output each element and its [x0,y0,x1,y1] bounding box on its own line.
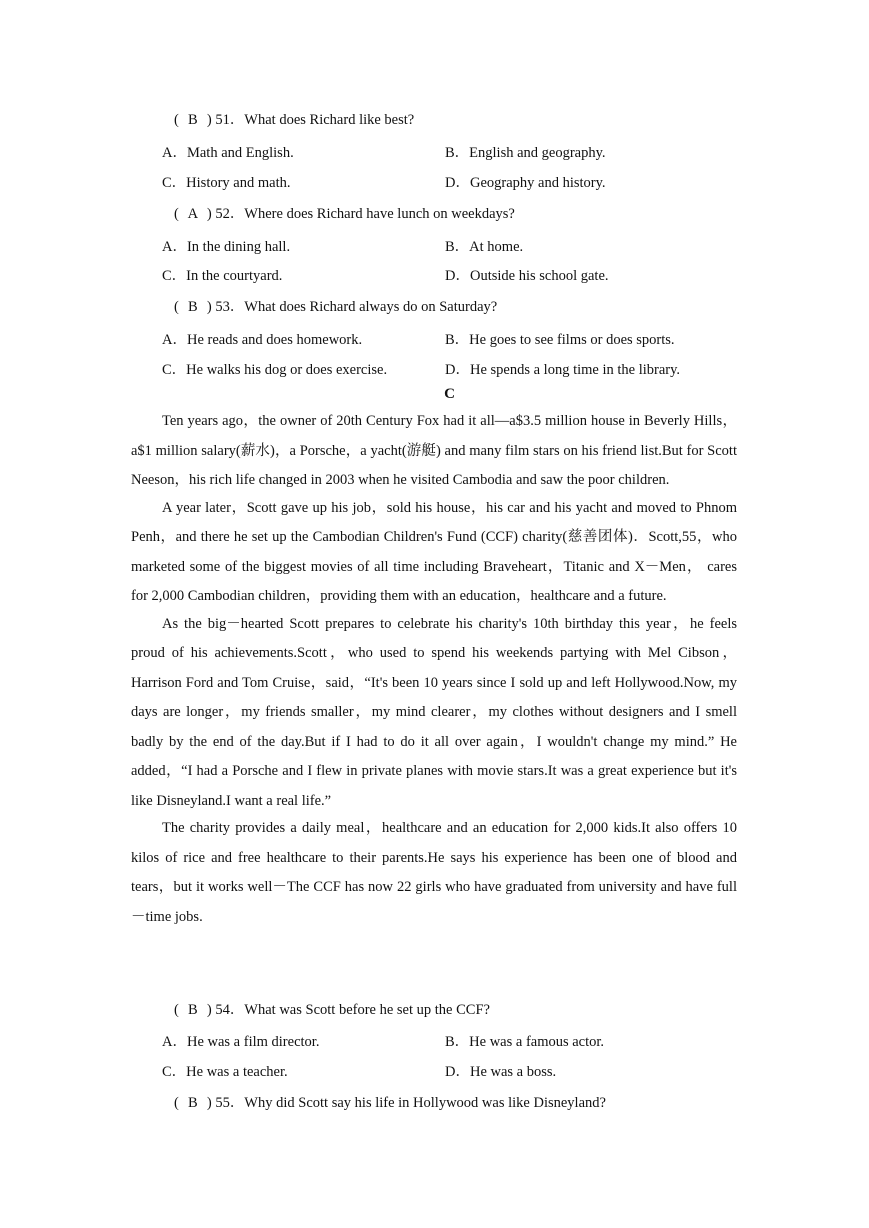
section-heading: C [444,386,455,402]
answer-letter: B [188,1002,198,1018]
option-c: C．He walks his dog or does exercise. [162,362,388,378]
option-b: B．At home. [445,239,524,255]
option-b: B．He goes to see films or does sports. [445,332,675,348]
option-b: B．He was a famous actor. [445,1034,605,1050]
option-d: D．Geography and history. [445,175,606,191]
question-bracket-open: ( [174,1095,179,1111]
question-53 [174,295,497,316]
question-51 [174,108,414,129]
question-text: 54．What was Scott before he set up the CCF? [215,1002,490,1018]
question-bracket-open: ( [174,299,179,315]
answer-letter: A [187,206,199,222]
option-d: D．Outside his school gate. [445,268,609,284]
question-text: 52．Where does Richard have lunch on weekdays? [215,206,515,222]
option-c: C．In the courtyard. [162,268,283,284]
question-text: 51．What does Richard like best? [215,112,415,128]
reading-passage [131,407,737,932]
question-text: 53．What does Richard always do on Saturday? [215,299,498,315]
passage-paragraph-2: A year later，Scott gave up his job，sold his house，his car and his yacht and moved to Phnom Penh，and there he set up the Cambodian Children's Fund (CCF) charity(慈善团体)．Scott,55，who marketed some of the biggest movies of all time including Braveheart，Titanic and X－Men， cares for 2,000 Cambodian children，providing them with an education，healthcare and a future. [131,499,737,604]
option-b: B．English and geography. [445,145,606,161]
option-a: A．Math and English. [162,145,294,161]
option-d: D．He was a boss. [445,1064,557,1080]
question-bracket-open: ( [174,206,179,222]
option-a: A．In the dining hall. [162,239,291,255]
question-bracket-close: ) [206,299,212,315]
question-bracket-open: ( [174,1002,179,1018]
option-c: C．He was a teacher. [162,1064,288,1080]
question-bracket-close: ) [206,112,212,128]
answer-letter: B [188,299,198,315]
question-bracket-open: ( [174,112,179,128]
passage-paragraph-1: Ten years ago，the owner of 20th Century Fox had it all—a$3.5 million house in Beverly Hills，a$1 million salary(薪水)，a Porsche，a yacht(游艇) and many film stars on his friend list.But for Scott Neeson，his rich life changed in 2003 when he visited Cambodia and saw the poor children. [131,413,737,488]
question-52 [174,202,515,223]
option-a: A．He reads and does homework. [162,332,363,348]
question-55 [174,1091,606,1112]
question-bracket-close: ) [206,1002,212,1018]
question-54 [174,998,490,1019]
option-d: D．He spends a long time in the library. [445,362,681,378]
question-text: 55．Why did Scott say his life in Hollywood was like Disneyland? [215,1095,606,1111]
option-a: A．He was a film director. [162,1034,320,1050]
passage-paragraph-4: The charity provides a daily meal，healthcare and an education for 2,000 kids.It also offers 10 kilos of rice and free healthcare to their parents.He says his experience has been one of blood and tears，but it works well－The CCF has now 22 girls who have graduated from university and have full－time jobs. [131,820,737,925]
option-c: C．History and math. [162,175,291,191]
answer-letter: B [188,1095,198,1111]
answer-letter: B [188,112,198,128]
passage-paragraph-3: As the big－hearted Scott prepares to celebrate his charity's 10th birthday this year，he feels proud of his achievements.Scott，who used to spend his weekends partying with Mel Cibson，Harrison Ford and Tom Cruise，said，“It's been 10 years since I sold up and left Hollywood.Now, my days are longer，my friends smaller，my mind clearer，my clothes without designers and I smell badly by the end of the day.But if I had to do it all over again，I wouldn't change my mind.” He added，“I had a Porsche and I flew in private planes with movie stars.It was a great experience but it's like Disneyland.I want a real life.” [131,615,737,809]
question-bracket-close: ) [206,1095,212,1111]
question-bracket-close: ) [206,206,212,222]
